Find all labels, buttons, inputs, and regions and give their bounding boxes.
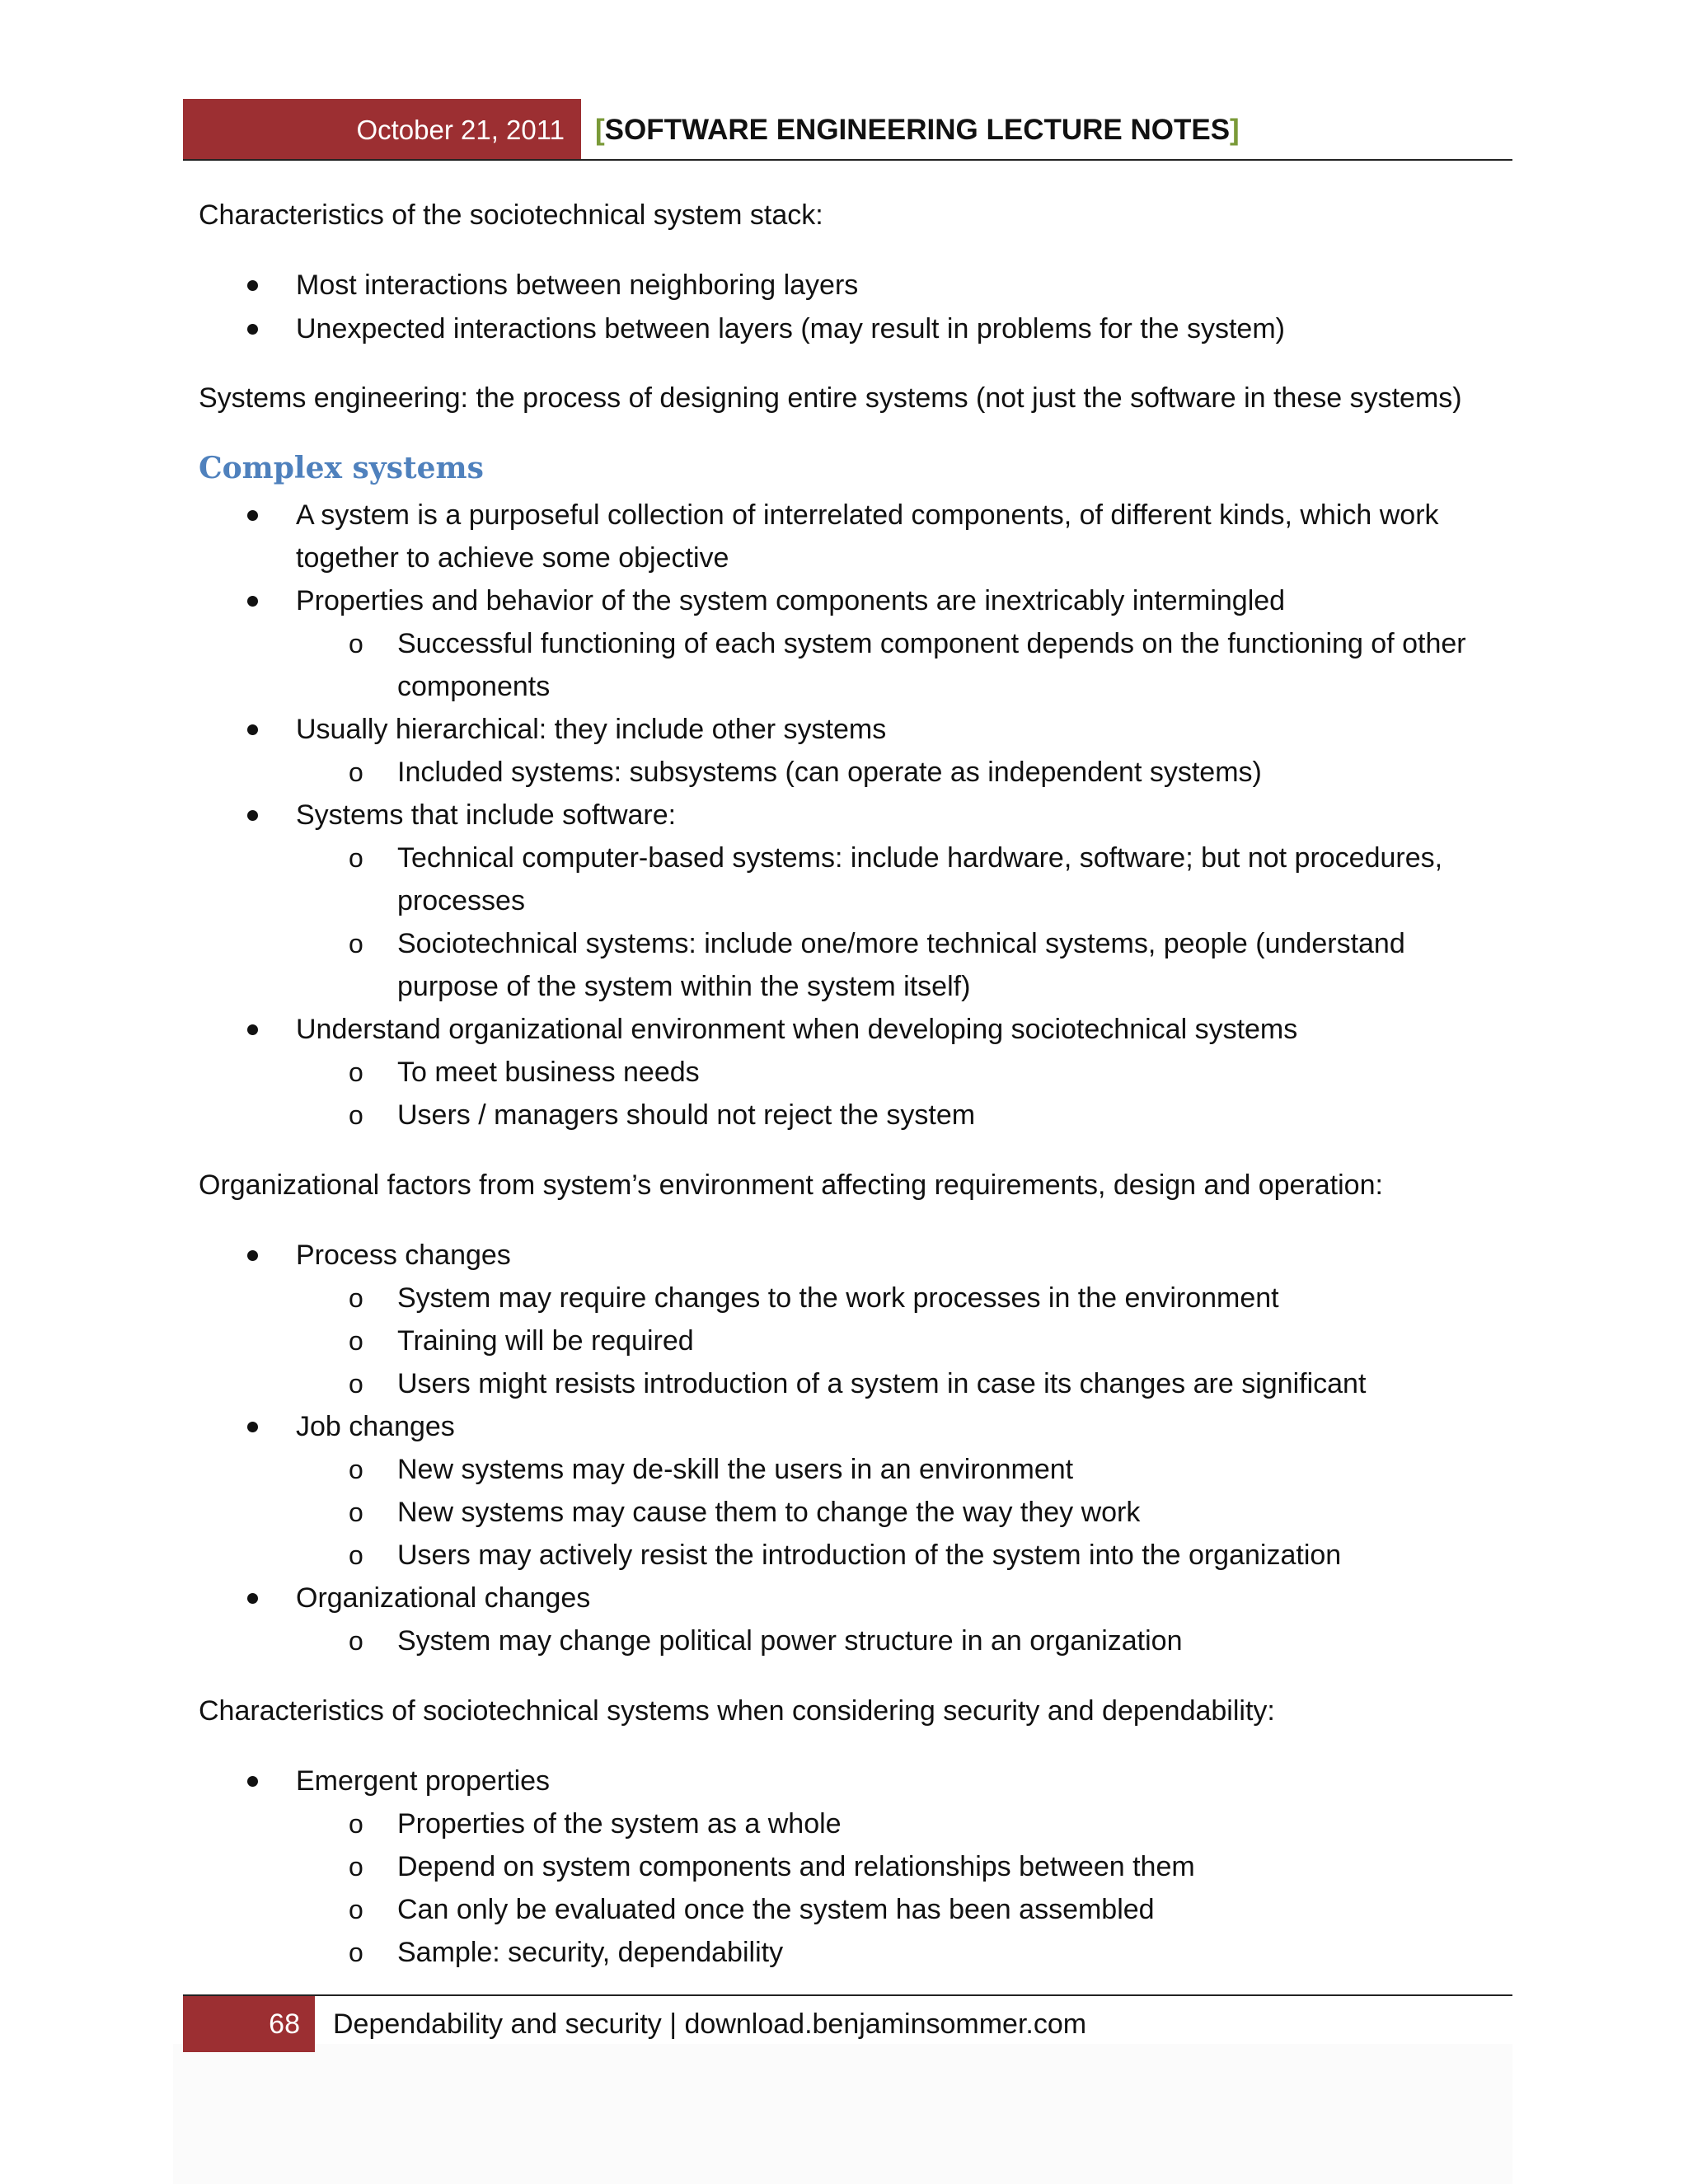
- list-item: Usually hierarchical: they include other systems: [296, 714, 887, 745]
- bullet-dot: [247, 1776, 258, 1787]
- sub-bullet-glyph: o: [349, 1938, 363, 1967]
- sub-list-item: Successful functioning of each system component depends on the functioning of other: [397, 628, 1466, 659]
- sub-bullet-glyph: o: [349, 1626, 363, 1656]
- list-item: Properties and behavior of the system components are inextricably intermingled: [296, 585, 1286, 616]
- bullet-dot: [247, 1024, 258, 1035]
- bullet-dot: [247, 1250, 258, 1261]
- sub-bullet-glyph: o: [349, 843, 363, 873]
- list-item: Job changes: [296, 1411, 455, 1442]
- header-date-box: [183, 99, 581, 161]
- sub-bullet-glyph: o: [349, 1809, 363, 1839]
- header-date: October 21, 2011: [356, 114, 565, 145]
- sub-bullet-glyph: o: [349, 1057, 363, 1087]
- sub-list-item: New systems may cause them to change the way they work: [397, 1497, 1141, 1528]
- paragraph-systems-engineering: Systems engineering: the process of designing entire systems (not just the software in these systems): [199, 382, 1462, 414]
- sub-list-item-continuation: components: [397, 671, 551, 702]
- sub-list-item: Users might resists introduction of a system in case its changes are significant: [397, 1368, 1367, 1399]
- sub-list-item: Technical computer-based systems: include hardware, software; but not procedures,: [397, 842, 1443, 874]
- sub-bullet-glyph: o: [349, 1100, 363, 1130]
- bullet-dot: [247, 324, 258, 335]
- sub-bullet-glyph: o: [349, 1895, 363, 1924]
- list-item: A system is a purposeful collection of interrelated components, of different kinds, which work: [296, 499, 1439, 531]
- sub-bullet-glyph: o: [349, 1540, 363, 1570]
- sub-list-item: Sample: security, dependability: [397, 1937, 784, 1968]
- paragraph-security-dependability: Characteristics of sociotechnical systems when considering security and dependability:: [199, 1695, 1275, 1727]
- sub-list-item: New systems may de-skill the users in an environment: [397, 1454, 1074, 1485]
- bullet-dot: [247, 510, 258, 521]
- bullet-dot: [247, 1593, 258, 1604]
- sub-list-item: Properties of the system as a whole: [397, 1808, 842, 1840]
- page-footer: [183, 1994, 1512, 2052]
- sub-list-item-continuation: processes: [397, 885, 525, 916]
- sub-list-item: Users may actively resist the introduction of the system into the organization: [397, 1540, 1342, 1571]
- sub-list-item: Included systems: subsystems (can operate as independent systems): [397, 757, 1262, 788]
- bullet-dot: [247, 280, 258, 291]
- section-heading: Complex systems: [199, 451, 484, 485]
- header-rule: [183, 159, 1512, 161]
- paragraph-organizational-factors: Organizational factors from system’s environment affecting requirements, design and operation:: [199, 1169, 1383, 1201]
- header-bracket-open: [: [595, 113, 605, 146]
- page-header: [183, 99, 1512, 161]
- sub-bullet-glyph: o: [349, 929, 363, 958]
- page-number-box: [183, 1996, 315, 2052]
- sub-list-item: Can only be evaluated once the system has been assembled: [397, 1894, 1155, 1925]
- paragraph-stack-intro: Characteristics of the sociotechnical system stack:: [199, 199, 823, 231]
- list-item: Process changes: [296, 1240, 511, 1271]
- sub-list-item: System may require changes to the work processes in the environment: [397, 1282, 1279, 1314]
- bullet-dot: [247, 1422, 258, 1432]
- sub-bullet-glyph: o: [349, 757, 363, 787]
- sub-bullet-glyph: o: [349, 1326, 363, 1356]
- sub-list-item: Depend on system components and relationships between them: [397, 1851, 1195, 1882]
- footer-text: Dependability and security | download.benjaminsommer.com: [333, 2008, 1087, 2040]
- sub-bullet-glyph: o: [349, 1369, 363, 1399]
- list-item: Most interactions between neighboring layers: [296, 269, 859, 301]
- list-item: Understand organizational environment when developing sociotechnical systems: [296, 1014, 1298, 1045]
- sub-bullet-glyph: o: [349, 629, 363, 658]
- bullet-dot: [247, 810, 258, 821]
- sub-bullet-glyph: o: [349, 1455, 363, 1484]
- page-shadow: [173, 2044, 1512, 2184]
- header-title: [595, 99, 1240, 161]
- sub-bullet-glyph: o: [349, 1497, 363, 1527]
- header-title-text: SOFTWARE ENGINEERING LECTURE NOTES: [604, 113, 1231, 146]
- sub-list-item: Training will be required: [397, 1325, 694, 1357]
- list-item-continuation: together to achieve some objective: [296, 542, 729, 574]
- page-number: 68: [269, 2008, 300, 2040]
- list-item: Unexpected interactions between layers (may result in problems for the system): [296, 313, 1285, 344]
- sub-list-item: Users / managers should not reject the system: [397, 1099, 976, 1131]
- list-item: Systems that include software:: [296, 799, 677, 831]
- bullet-dot: [247, 596, 258, 607]
- sub-bullet-glyph: o: [349, 1852, 363, 1882]
- sub-list-item: To meet business needs: [397, 1057, 700, 1088]
- list-item: Organizational changes: [296, 1582, 591, 1614]
- bullet-dot: [247, 724, 258, 735]
- sub-list-item-continuation: purpose of the system within the system itself): [397, 971, 971, 1002]
- sub-bullet-glyph: o: [349, 1283, 363, 1313]
- list-item: Emergent properties: [296, 1765, 551, 1797]
- sub-list-item: System may change political power structure in an organization: [397, 1625, 1183, 1657]
- header-bracket-close: ]: [1230, 113, 1240, 146]
- sub-list-item: Sociotechnical systems: include one/more technical systems, people (understand: [397, 928, 1405, 959]
